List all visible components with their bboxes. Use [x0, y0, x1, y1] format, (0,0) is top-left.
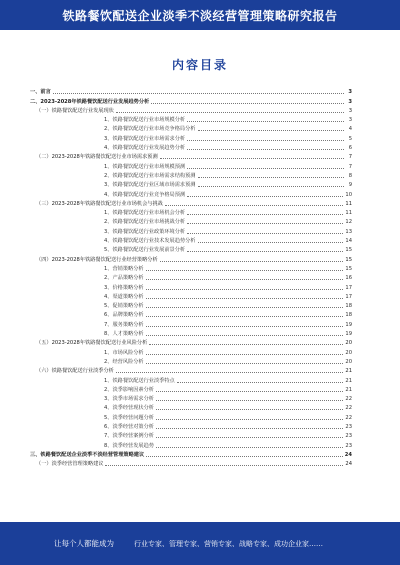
toc-entry[interactable] [30, 411, 352, 420]
toc-entry-text: 3、淡季市场需求分析 [104, 396, 154, 403]
toc-entry[interactable] [30, 235, 352, 244]
toc-entry-page: 22 [345, 396, 352, 403]
toc-leader-dots [146, 363, 344, 364]
banner-title: 铁路餐饮配送企业淡季不淡经营管理策略研究报告 [62, 8, 338, 23]
toc-entry-page: 20 [345, 349, 352, 356]
toc-leader-dots [187, 168, 344, 169]
toc-entry[interactable] [30, 244, 352, 253]
toc-entry[interactable] [30, 384, 352, 393]
toc-leader-dots [156, 428, 343, 429]
toc-entry-page: 9 [348, 182, 352, 189]
toc-entry-page: 20 [345, 340, 352, 347]
toc-entry-text: 2、产品策略分析 [104, 275, 144, 282]
toc-entry-page: 23 [345, 433, 352, 440]
toc-leader-dots [187, 251, 343, 252]
toc-entry[interactable] [30, 263, 352, 272]
toc-entry[interactable] [30, 291, 352, 300]
toc-leader-dots [116, 112, 344, 113]
toc-entry-page: 15 [345, 256, 352, 263]
toc-entry[interactable] [30, 365, 352, 374]
toc-leader-dots [198, 177, 345, 178]
toc-entry-page: 3 [348, 89, 352, 96]
toc-leader-dots [156, 400, 343, 401]
toc-entry-page: 23 [345, 442, 352, 449]
toc-entry-page: 5 [348, 135, 352, 142]
toc-entry-page: 19 [345, 321, 352, 328]
toc-entry-text: （一）铁路餐饮配送行业发展现状 [36, 107, 114, 114]
toc-entry[interactable] [30, 160, 352, 169]
toc-entry[interactable] [30, 421, 352, 430]
toc-entry[interactable] [30, 309, 352, 318]
toc-entry-page: 7 [348, 163, 352, 170]
toc-entry-page: 6 [348, 145, 352, 152]
footer-banner [0, 522, 400, 565]
toc-leader-dots [146, 316, 344, 317]
toc-entry-page: 19 [345, 331, 352, 338]
toc-leader-dots [146, 354, 344, 355]
toc-entry-page: 15 [345, 265, 352, 272]
footer-slogan-roles: 行业专家、管理专家、营销专家、战略专家、成功企业家…… [134, 539, 323, 548]
toc-entry[interactable] [30, 430, 352, 439]
toc-entry[interactable] [30, 207, 352, 216]
toc-leader-dots [146, 307, 344, 308]
toc-entry[interactable] [30, 132, 352, 141]
toc-leader-dots [146, 298, 344, 299]
toc-entry[interactable] [30, 179, 352, 188]
toc-entry[interactable] [30, 439, 352, 448]
toc-entry-page: 17 [345, 284, 352, 291]
toc-leader-dots [160, 261, 344, 262]
toc-entry-text: 1、铁路餐饮配送行业市场规模预测 [104, 163, 186, 170]
toc-entry[interactable] [30, 105, 352, 114]
toc-leader-dots [146, 326, 344, 327]
toc-entry-text: 3、铁路餐饮配送行业区域市场需求预测 [104, 182, 196, 189]
toc-entry[interactable] [30, 151, 352, 160]
toc-entry-page: 10 [345, 191, 352, 198]
toc-entry-text: 4、铁路餐饮配送行业发展趋势分析 [104, 145, 186, 152]
toc-entry-page: 24 [344, 451, 352, 458]
toc-entry-text: （四）2023-2028年铁路餐饮配送行业经营策略分析 [36, 256, 158, 263]
toc-leader-dots [156, 437, 343, 438]
table-of-contents [30, 86, 352, 467]
toc-leader-dots [187, 149, 344, 150]
toc-entry-text: 一、前言 [30, 89, 51, 96]
toc-leader-dots [146, 335, 344, 336]
toc-entry-text: 4、淡季经营现状分析 [104, 405, 154, 412]
toc-entry-page: 18 [345, 312, 352, 319]
toc-entry-page: 21 [345, 368, 352, 375]
toc-entry-page: 23 [345, 423, 352, 430]
toc-entry-page: 11 [345, 210, 352, 217]
toc-entry[interactable] [30, 346, 352, 355]
toc-leader-dots [198, 242, 344, 243]
toc-entry-text: 1、铁路餐饮配送行业市场机会分析 [104, 210, 186, 217]
toc-entry-text: 3、铁路餐饮配送行业市场需求分析 [104, 135, 186, 142]
toc-entry[interactable] [30, 328, 352, 337]
toc-entry[interactable] [30, 393, 352, 402]
toc-title: 内容目录 [171, 58, 228, 72]
toc-entry-page: 22 [345, 414, 352, 421]
toc-entry-text: 7、服务策略分析 [104, 321, 144, 328]
toc-leader-dots [53, 93, 344, 94]
toc-leader-dots [187, 233, 343, 234]
toc-entry-text: 三、铁路餐饮配送企业淡季不淡经营管理策略建议 [30, 451, 145, 458]
toc-entry[interactable] [30, 225, 352, 234]
toc-entry[interactable] [30, 337, 352, 346]
toc-entry-text: 1、市场风险分析 [104, 349, 144, 356]
toc-leader-dots [146, 456, 343, 457]
toc-entry-text: 1、营销策略分析 [104, 265, 144, 272]
toc-leader-dots [156, 409, 343, 410]
toc-entry[interactable] [30, 95, 352, 104]
toc-entry-text: 二、2023-2028年铁路餐饮配送行业发展趋势分析 [30, 98, 150, 105]
toc-entry[interactable] [30, 170, 352, 179]
toc-entry-text: 4、铁路餐饮配送行业竞争格局预测 [104, 191, 186, 198]
toc-entry-text: （二）2023-2028年铁路餐饮配送行业市场需求预测 [36, 154, 158, 161]
toc-leader-dots [105, 465, 343, 466]
toc-entry-text: 6、品牌策略分析 [104, 312, 144, 319]
toc-leader-dots [156, 391, 343, 392]
toc-entry-text: 1、铁路餐饮配送行业淡季特点 [104, 377, 175, 384]
toc-entry-text: 1、铁路餐饮配送行业市场规模分析 [104, 117, 186, 124]
toc-entry-page: 8 [348, 172, 352, 179]
toc-leader-dots [187, 196, 343, 197]
toc-leader-dots [187, 223, 343, 224]
toc-leader-dots [165, 205, 344, 206]
toc-entry-page: 14 [345, 238, 352, 245]
toc-leader-dots [146, 270, 344, 271]
toc-entry-text: 4、渠道策略分析 [104, 293, 144, 300]
toc-entry[interactable] [30, 114, 352, 123]
toc-entry-text: 8、人才策略分析 [104, 331, 144, 338]
toc-entry-text: 5、铁路餐饮配送行业发展前景分析 [104, 247, 186, 254]
toc-entry-text: 5、促销策略分析 [104, 303, 144, 310]
toc-leader-dots [149, 344, 343, 345]
toc-entry-text: 2、淡季影响因素分析 [104, 386, 154, 393]
toc-leader-dots [156, 447, 343, 448]
toc-entry-text: （一）淡季经营管理策略建议 [36, 461, 104, 468]
toc-entry[interactable] [30, 142, 352, 151]
toc-entry[interactable] [30, 281, 352, 290]
toc-entry-text: 5、淡季经营问题分析 [104, 414, 154, 421]
toc-entry-page: 22 [345, 405, 352, 412]
toc-leader-dots [198, 130, 345, 131]
toc-leader-dots [146, 279, 344, 280]
toc-entry-page: 18 [345, 303, 352, 310]
toc-entry[interactable] [30, 188, 352, 197]
toc-entry-text: 3、价格策略分析 [104, 284, 144, 291]
toc-entry-page: 3 [348, 117, 352, 124]
toc-entry[interactable] [30, 356, 352, 365]
footer-slogan: 让每个人都能成为 [54, 539, 114, 548]
toc-entry-page: 11 [345, 200, 352, 207]
toc-entry-page: 24 [345, 461, 352, 468]
toc-entry-page: 7 [348, 154, 352, 161]
toc-entry[interactable] [30, 300, 352, 309]
toc-leader-dots [116, 372, 344, 373]
toc-entry[interactable] [30, 198, 352, 207]
toc-entry[interactable] [30, 86, 352, 95]
toc-entry-text: 8、淡季经营发展趋势 [104, 442, 154, 449]
toc-entry-page: 3 [348, 107, 352, 114]
toc-leader-dots [198, 186, 345, 187]
toc-leader-dots [146, 289, 344, 290]
toc-entry[interactable] [30, 449, 352, 458]
toc-entry-text: 2、经营风险分析 [104, 358, 144, 365]
toc-leader-dots [187, 140, 344, 141]
toc-entry-page: 12 [345, 219, 352, 226]
toc-leader-dots [187, 121, 344, 122]
toc-entry-text: （五）2023-2028年铁路餐饮配送行业风险分析 [36, 340, 148, 347]
toc-entry-page: 21 [345, 377, 352, 384]
toc-entry-page: 17 [345, 293, 352, 300]
toc-entry-page: 21 [345, 386, 352, 393]
toc-entry-page: 13 [345, 228, 352, 235]
toc-leader-dots [151, 103, 344, 104]
toc-entry-text: （三）2023-2028年铁路餐饮配送行业市场机会与挑战 [36, 200, 163, 207]
toc-entry-page: 20 [345, 358, 352, 365]
toc-entry[interactable] [30, 253, 352, 262]
toc-entry-page: 16 [345, 275, 352, 282]
toc-entry-text: 7、淡季经营案例分析 [104, 433, 154, 440]
toc-entry-text: （六）铁路餐饮配送行业淡季分析 [36, 368, 114, 375]
toc-entry-text: 2、铁路餐饮配送行业市场竞争格局分析 [104, 126, 196, 133]
toc-entry[interactable] [30, 123, 352, 132]
toc-entry-text: 2、铁路餐饮配送行业市场挑战分析 [104, 219, 186, 226]
toc-entry-page: 4 [348, 126, 352, 133]
toc-entry-text: 3、铁路餐饮配送行业政策环境分析 [104, 228, 186, 235]
toc-entry-text: 4、铁路餐饮配送行业技术发展趋势分析 [104, 238, 196, 245]
toc-entry[interactable] [30, 402, 352, 411]
toc-entry[interactable] [30, 216, 352, 225]
toc-entry-page: 15 [345, 247, 352, 254]
toc-leader-dots [160, 158, 344, 159]
toc-leader-dots [177, 382, 344, 383]
toc-entry-text: 2、铁路餐饮配送行业市场需求结构预测 [104, 172, 196, 179]
header-banner [0, 0, 400, 30]
toc-entry[interactable] [30, 374, 352, 383]
toc-entry[interactable] [30, 458, 352, 467]
toc-leader-dots [187, 214, 343, 215]
toc-entry[interactable] [30, 272, 352, 281]
toc-entry[interactable] [30, 318, 352, 327]
toc-entry-page: 3 [348, 98, 352, 105]
toc-entry-text: 6、淡季经营对策分析 [104, 423, 154, 430]
toc-leader-dots [156, 419, 343, 420]
